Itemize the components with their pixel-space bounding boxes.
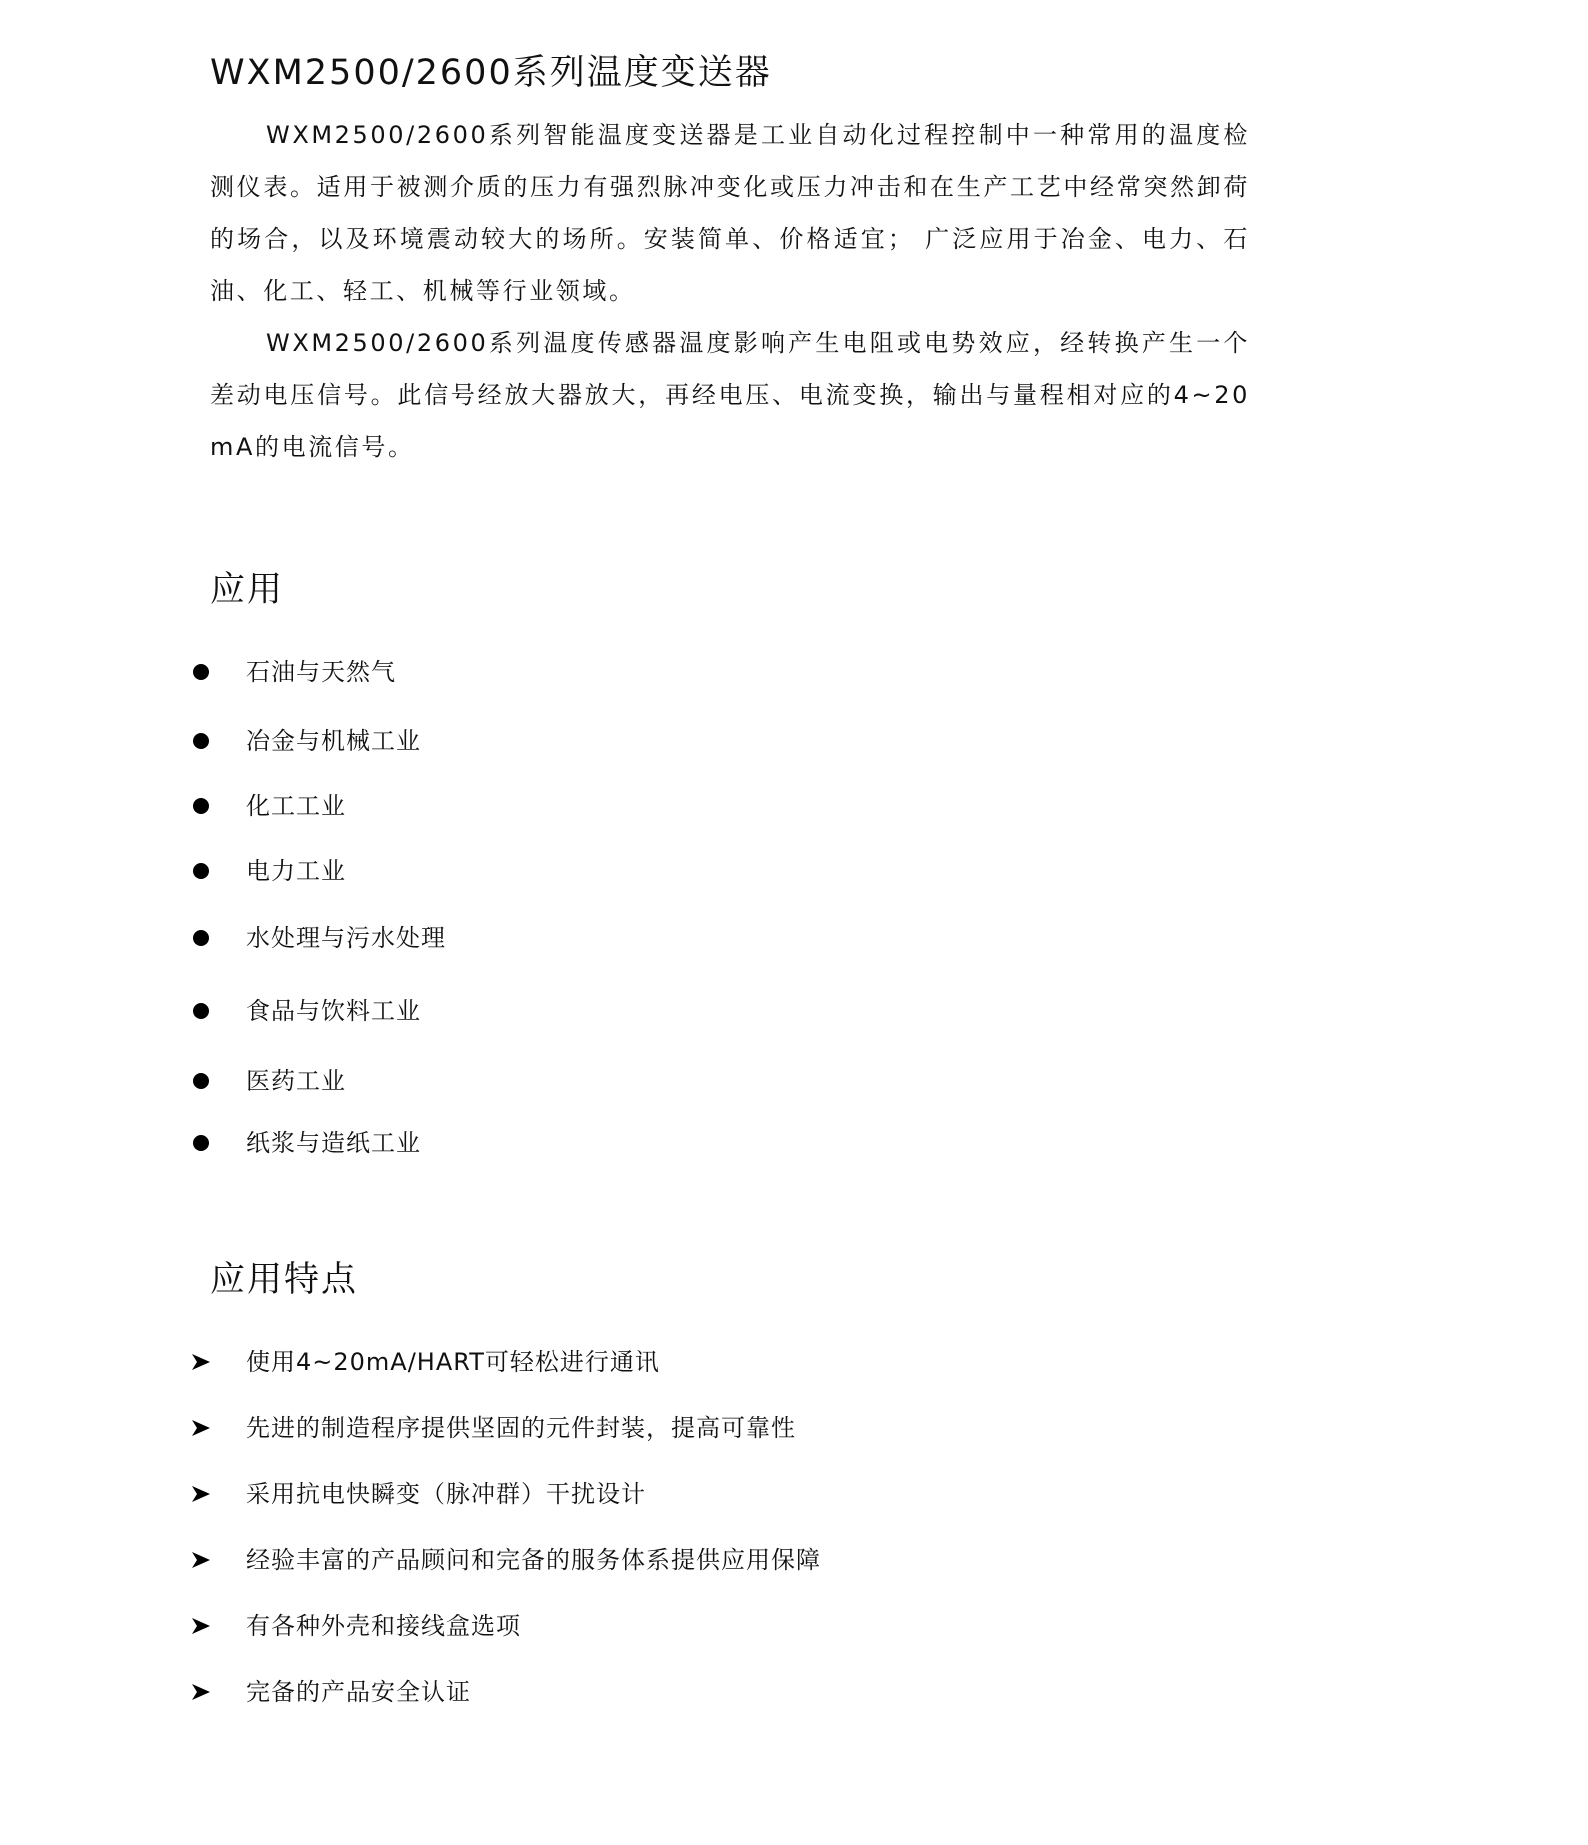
filled-circle-bullet-icon [193,1073,209,1089]
filled-circle-bullet-icon [193,1003,209,1019]
feature-item-label: 使用4~20mA/HART可轻松进行通讯 [246,1348,660,1376]
feature-item [190,1672,471,1712]
application-item-label: 冶金与机械工业 [246,727,421,755]
application-item [190,786,346,826]
feature-item-label: 经验丰富的产品顾问和完备的服务体系提供应用保障 [246,1546,821,1574]
application-item-label: 纸浆与造纸工业 [246,1129,421,1157]
feature-item [190,1606,521,1646]
application-item-label: 石油与天然气 [246,658,396,686]
application-item-label: 食品与饮料工业 [246,997,421,1025]
application-item-label: 电力工业 [246,857,346,885]
application-item-label: 医药工业 [246,1067,346,1095]
arrowhead-bullet-icon [190,1549,212,1571]
application-item-label: 水处理与污水处理 [246,924,446,952]
feature-item [190,1474,646,1514]
feature-item [190,1408,796,1448]
intro-paragraph-2: WXM2500/2600系列温度传感器温度影响产生电阻或电势效应，经转换产生一个差动电压信号。此信号经放大器放大，再经电压、电流变换，输出与量程相对应的4~20 mA的电流信号。 [210,329,1250,461]
arrowhead-bullet-icon [190,1351,212,1373]
application-item [190,991,421,1031]
feature-item-label: 有各种外壳和接线盒选项 [246,1612,521,1640]
application-item [190,1061,346,1101]
application-item [190,721,421,761]
arrowhead-bullet-icon [190,1615,212,1637]
feature-item-label: 完备的产品安全认证 [246,1678,471,1706]
feature-item [190,1540,821,1580]
filled-circle-bullet-icon [193,733,209,749]
features-heading: 应用特点 [210,1260,359,1300]
filled-circle-bullet-icon [193,863,209,879]
application-item [190,1123,421,1163]
application-item [190,652,396,692]
application-item [190,918,446,958]
filled-circle-bullet-icon [193,1135,209,1151]
document-title: WXM2500/2600系列温度变送器 [210,53,772,93]
arrowhead-bullet-icon [190,1483,212,1505]
arrowhead-bullet-icon [190,1681,212,1703]
application-item-label: 化工工业 [246,792,346,820]
feature-item-label: 采用抗电快瞬变（脉冲群）干扰设计 [246,1480,646,1508]
filled-circle-bullet-icon [193,798,209,814]
feature-item [190,1342,660,1382]
intro-paragraph-1: WXM2500/2600系列智能温度变送器是工业自动化过程控制中一种常用的温度检测仪表。适用于被测介质的压力有强烈脉冲变化或压力冲击和在生产工艺中经常突然卸荷的场合，以及环境震动较大的场所。安装简单、价格适宜； 广泛应用于冶金、电力、石油、化工、轻工、机械等行业领域。 [210,121,1250,305]
arrowhead-bullet-icon [190,1417,212,1439]
feature-item-label: 先进的制造程序提供坚固的元件封装，提高可靠性 [246,1414,796,1442]
applications-heading: 应用 [210,570,285,610]
intro-section [210,109,1250,473]
filled-circle-bullet-icon [193,930,209,946]
filled-circle-bullet-icon [193,664,209,680]
application-item [190,851,346,891]
